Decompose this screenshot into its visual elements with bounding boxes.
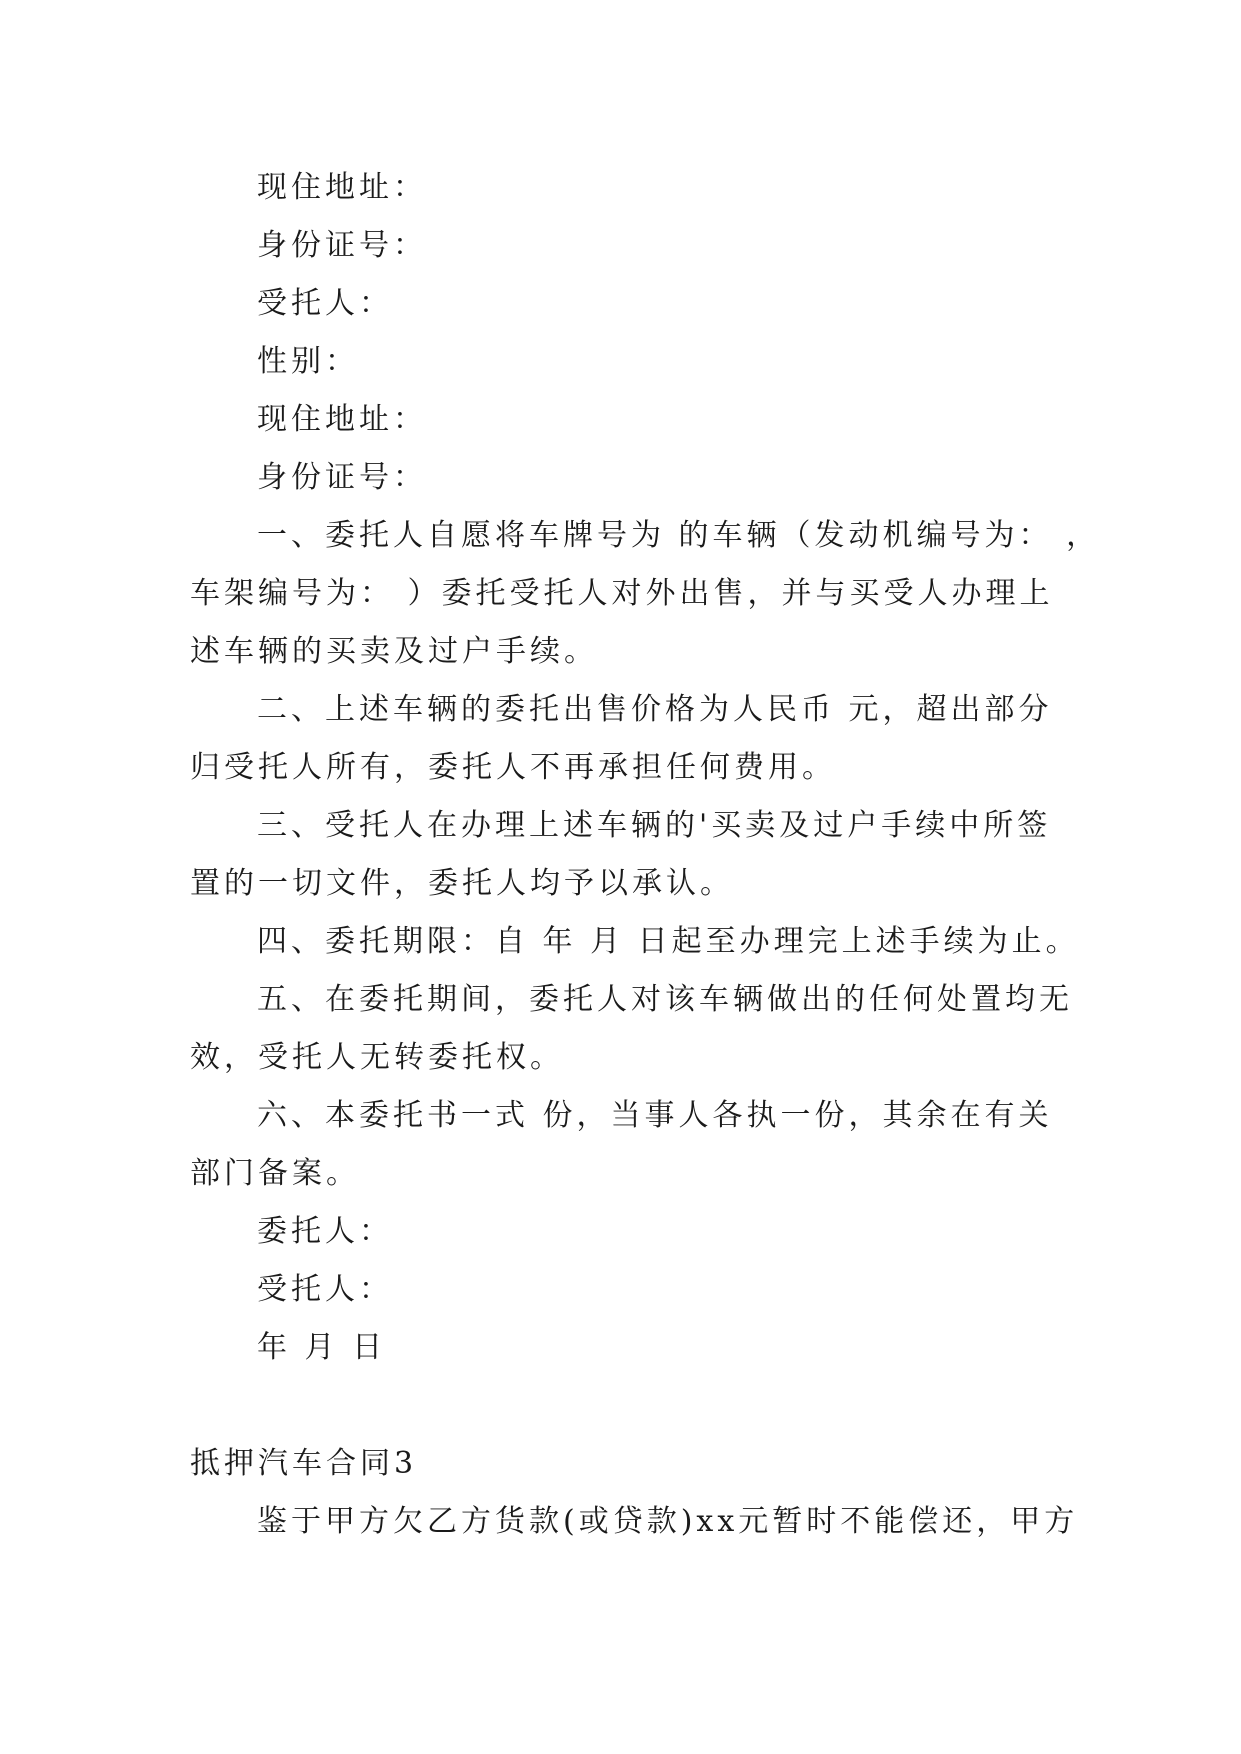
text-line: 置的一切文件，委托人均予以承认。 (190, 866, 734, 901)
text-line: 身份证号： (257, 228, 427, 263)
text-line: 效，受托人无转委托权。 (190, 1040, 564, 1075)
text-line: 现住地址： (257, 170, 427, 205)
text-line: 部门备案。 (190, 1156, 360, 1191)
section-heading: 抵押汽车合同3 (190, 1446, 418, 1481)
text-line: 身份证号： (257, 460, 427, 495)
text-line: 五、在委托期间，委托人对该车辆做出的任何处置均无 (257, 982, 1073, 1017)
text-line: 受托人： (257, 1272, 393, 1307)
text-line: 二、上述车辆的委托出售价格为人民币 元，超出部分 (257, 692, 1053, 727)
text-line: 受托人： (257, 286, 393, 321)
text-line: 一、委托人自愿将车牌号为 的车辆（发动机编号为： ， (257, 518, 1101, 553)
text-line: 现住地址： (257, 402, 427, 437)
text-line: 年 月 日 (257, 1330, 387, 1365)
text-line: 六、本委托书一式 份，当事人各执一份，其余在有关 (257, 1098, 1053, 1133)
text-line: 述车辆的买卖及过户手续。 (190, 634, 598, 669)
text-line: 归受托人所有，委托人不再承担任何费用。 (190, 750, 836, 785)
text-line: 三、受托人在办理上述车辆的'买卖及过户手续中所签 (257, 808, 1052, 843)
text-line: 委托人： (257, 1214, 393, 1249)
text-line: 性别： (257, 344, 359, 379)
text-line: 车架编号为： ）委托受托人对外出售，并与买受人办理上 (190, 576, 1054, 611)
text-line: 四、委托期限：自 年 月 日起至办理完上述手续为止。 (257, 924, 1080, 959)
text-line: 鉴于甲方欠乙方货款(或贷款)xx元暂时不能偿还，甲方 (257, 1504, 1079, 1539)
